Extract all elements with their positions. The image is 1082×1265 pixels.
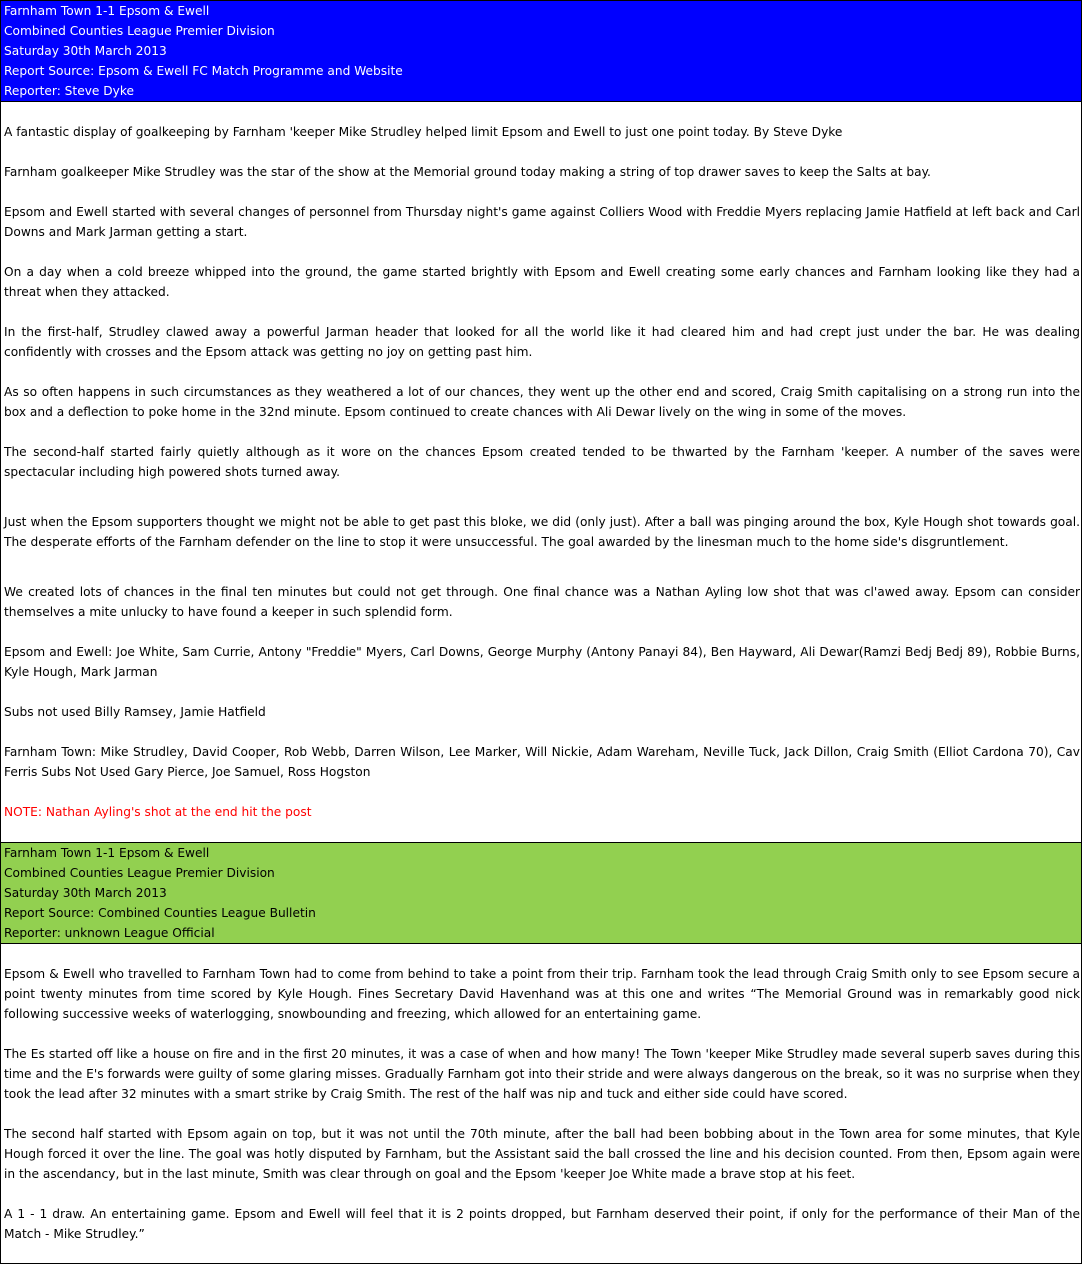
report1-paragraph: The second-half started fairly quietly although as it wore on the chances Epsom created tended to be thwarted by the Farnham 'keeper. A number of the saves were spectacular including high powered shots turned away.: [4, 445, 1080, 479]
report1-paragraph: We created lots of chances in the final ten minutes but could not get through. One final chance was a Nathan Ayling low shot that was cl'awed away. Epsom can consider themselves a mite unlucky to have found a keeper in such splendid form.: [4, 585, 1080, 619]
report2-paragraph: Epsom & Ewell who travelled to Farnham Town had to come from behind to take a point from their trip. Farnham took the lead through Craig Smith only to see Epsom secure a point twenty minutes from time scored by Kyle Hough. Fines Secretary David Havenhand was at this one and writes “The Memorial Ground was in remarkably good nick following successive weeks of waterlogging, snowbounding and freezing, which allowed for an entertaining game.: [4, 967, 1080, 1021]
report2-source: Report Source: Combined Counties League Bulletin: [4, 906, 316, 920]
report2-paragraph: A 1 - 1 draw. An entertaining game. Epsom and Ewell will feel that it is 2 points dropped, but Farnham deserved their point, if only for the performance of their Man of the Match - Mike Strudley.”: [4, 1207, 1080, 1241]
report1-reporter: Reporter: Steve Dyke: [4, 84, 134, 98]
report1-date: Saturday 30th March 2013: [4, 44, 167, 58]
report1-paragraph: On a day when a cold breeze whipped into the ground, the game started brightly with Epsom and Ewell creating some early chances and Farnham looking like they had a threat when they attacked.: [4, 265, 1080, 299]
report1-body: [1, 122, 1081, 822]
report1-competition: Combined Counties League Premier Division: [4, 24, 275, 38]
report1-source: Report Source: Epsom & Ewell FC Match Programme and Website: [4, 64, 403, 78]
report1-lineup-epsom: Epsom and Ewell: Joe White, Sam Currie, Antony "Freddie" Myers, Carl Downs, George Murphy (Antony Panayi 84), Ben Hayward, Ali Dewar(Ramzi Bedj Bedj 89), Robbie Burns, Kyle Hough, Mark Jarman: [4, 645, 1080, 679]
report1-match-title: Farnham Town 1-1 Epsom & Ewell: [4, 4, 210, 18]
report2-paragraph: The second half started with Epsom again on top, but it was not until the 70th minute, after the ball had been bobbing about in the Town area for some minutes, that Kyle Hough forced it over the line. The goal was hotly disputed by Farnham, but the Assistant said the ball crossed the line and his decision counted. From then, Epsom again were in the ascendancy, but in the last minute, Smith was clear through on goal and the Epsom 'keeper Joe White made a brave stop at his feet.: [4, 1127, 1080, 1181]
report1-subs-not-used: Subs not used Billy Ramsey, Jamie Hatfield: [4, 705, 266, 719]
report2-body: [1, 964, 1081, 1244]
report2-match-title: Farnham Town 1-1 Epsom & Ewell: [4, 846, 210, 860]
report1-note: NOTE: Nathan Ayling's shot at the end hit the post: [4, 805, 312, 819]
report2-competition: Combined Counties League Premier Division: [4, 866, 275, 880]
report1-paragraph: A fantastic display of goalkeeping by Farnham 'keeper Mike Strudley helped limit Epsom and Ewell to just one point today. By Steve Dyke: [4, 125, 843, 139]
report2-paragraph: The Es started off like a house on fire and in the first 20 minutes, it was a case of when and how many! The Town 'keeper Mike Strudley made several superb saves during this time and the E's forwards were guilty of some glaring misses. Gradually Farnham got into their stride and were always dangerous on the break, so it was no surprise when they took the lead after 32 minutes with a smart strike by Craig Smith. The rest of the half was nip and tuck and either side could have scored.: [4, 1047, 1080, 1101]
report1-paragraph: As so often happens in such circumstances as they weathered a lot of our chances, they went up the other end and scored, Craig Smith capitalising on a strong run into the box and a deflection to poke home in the 32nd minute. Epsom continued to create chances with Ali Dewar lively on the wing in some of the moves.: [4, 385, 1080, 419]
report1-paragraph: Epsom and Ewell started with several changes of personnel from Thursday night's game against Colliers Wood with Freddie Myers replacing Jamie Hatfield at left back and Carl Downs and Mark Jarman getting a start.: [4, 205, 1080, 239]
report1-paragraph: Just when the Epsom supporters thought we might not be able to get past this bloke, we did (only just). After a ball was pinging around the box, Kyle Hough shot towards goal. The desperate efforts of the Farnham defender on the line to stop it were unsuccessful. The goal awarded by the linesman much to the home side's disgruntlement.: [4, 515, 1080, 549]
report1-paragraph: In the first-half, Strudley clawed away a powerful Jarman header that looked for all the world like it had cleared him and had crept just under the bar. He was dealing confidently with crosses and the Epsom attack was getting no joy on getting past him.: [4, 325, 1080, 359]
report1-lineup-farnham: Farnham Town: Mike Strudley, David Cooper, Rob Webb, Darren Wilson, Lee Marker, Will Nickie, Adam Wareham, Neville Tuck, Jack Dillon, Craig Smith (Elliot Cardona 70), Cav Ferris Subs Not Used Gary Pierce, Joe Samuel, Ross Hogston: [4, 745, 1080, 779]
report2-header: [1, 842, 1081, 944]
report2-date: Saturday 30th March 2013: [4, 886, 167, 900]
report1-paragraph: Farnham goalkeeper Mike Strudley was the star of the show at the Memorial ground today making a string of top drawer saves to keep the Salts at bay.: [4, 165, 931, 179]
report2-reporter: Reporter: unknown League Official: [4, 926, 215, 940]
report1-header: [1, 0, 1081, 102]
